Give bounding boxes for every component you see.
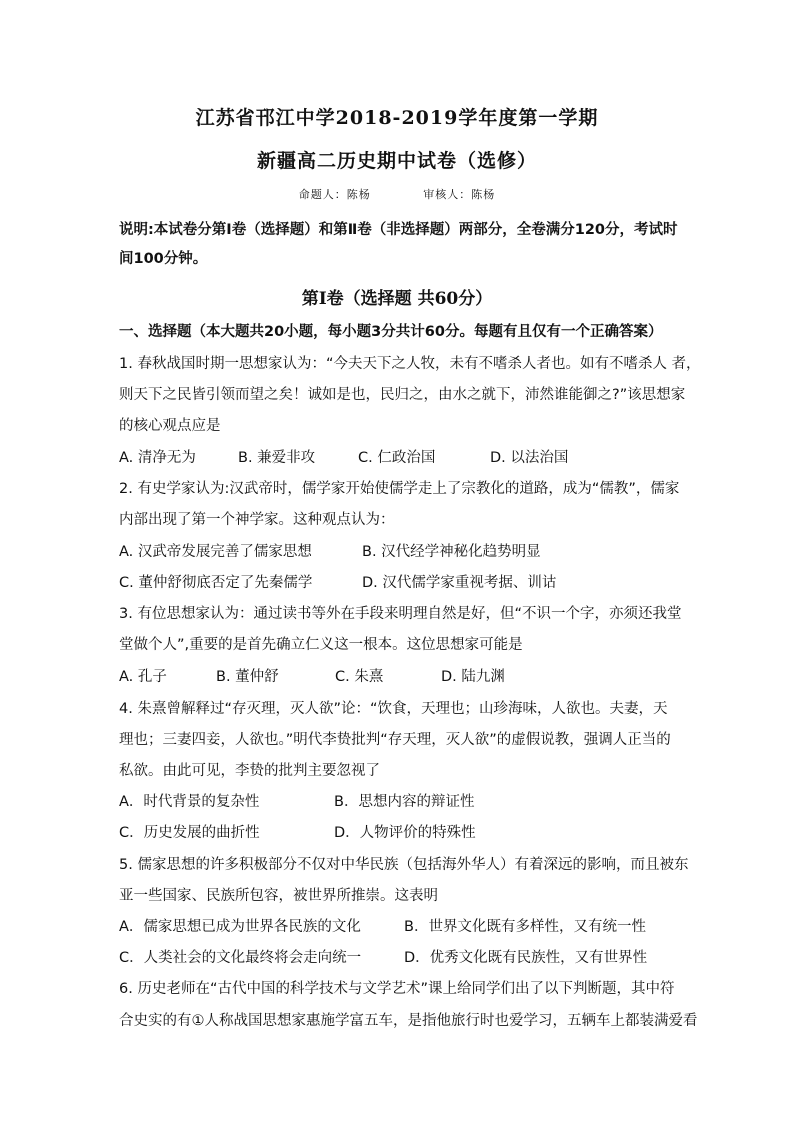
question-1-option-d: D. 以法治国 — [490, 450, 569, 466]
question-1-line3: 的核心观点应是 — [119, 418, 221, 434]
question-3-line2: 堂做个人”,重要的是首先确立仁义这一根本。这位思想家可能是 — [119, 637, 523, 653]
question-4-line1: 4. 朱熹曾解释过“存灭理，灭人欲”论：“饮食，天理也；山珍海味，人欲也。夫妻，天 — [119, 701, 668, 717]
question-1-line2: 则天下之民皆引领而望之矣！诚如是也，民归之，由水之就下，沛然谁能御之?”该思想家 — [119, 387, 686, 403]
section-title: 第Ⅰ卷（选择题 共60分） — [301, 289, 493, 309]
question-2-line2: 内部出现了第一个神学家。这种观点认为： — [119, 512, 395, 528]
question-4-option-c: C．历史发展的曲折性 — [119, 825, 260, 841]
question-2-option-b: B. 汉代经学神秘化趋势明显 — [362, 544, 541, 560]
question-3-line1: 3. 有位思想家认为：通过读书等外在手段来明理自然是好，但“不识一个字，亦须还我堂 — [119, 606, 682, 622]
question-5-line1: 5. 儒家思想的许多积极部分不仅对中华民族（包括海外华人）有着深远的影响，而且被东 — [119, 857, 689, 873]
question-3-option-d: D. 陆九渊 — [441, 669, 505, 685]
author-line — [0, 186, 794, 202]
question-2-option-c: C. 董仲舒彻底否定了先秦儒学 — [119, 575, 313, 591]
question-1-line1: 1. 春秋战国时期一思想家认为：“今夫天下之人牧，未有不嗜杀人者也。如有不嗜杀人 者， — [119, 356, 701, 372]
question-3-option-a: A. 孔子 — [119, 669, 167, 685]
question-6-line1: 6. 历史老师在“古代中国的科学技术与文学艺术”课上给同学们出了以下判断题，其中符 — [119, 981, 675, 997]
question-1-option-c: C. 仁政治国 — [358, 450, 436, 466]
question-3-option-c: C. 朱熹 — [335, 669, 384, 685]
part-heading: 一、选择题（本大题共20小题，每小题3分共计60分。每题有且仅有一个正确答案） — [119, 324, 663, 340]
reviewer-text: 审核人：陈杨 — [423, 188, 496, 201]
question-6-line2: 合史实的有①人称战国思想家惠施学富五车，是指他旅行时也爱学习，五辆车上都装满爱看 — [119, 1013, 698, 1029]
question-3-option-b: B. 董仲舒 — [216, 669, 279, 685]
instructions-line2: 间100分钟。 — [119, 251, 208, 267]
question-4-option-d: D．人物评价的特殊性 — [334, 825, 476, 841]
question-2-option-d: D. 汉代儒学家重视考据、训诂 — [362, 575, 557, 591]
question-5-option-a: A．儒家思想已成为世界各民族的文化 — [119, 919, 361, 935]
question-1-option-b: B. 兼爱非攻 — [238, 450, 316, 466]
question-5-option-c: C．人类社会的文化最终将会走向统一 — [119, 950, 362, 966]
question-4-line3: 私欲。由此可见，李贽的批判主要忽视了 — [119, 763, 380, 779]
exam-title-line1: 江苏省邗江中学2018-2019学年度第一学期 — [195, 107, 599, 129]
question-4-option-b: B．思想内容的辩证性 — [334, 794, 475, 810]
question-1-option-a: A. 清净无为 — [119, 450, 196, 466]
question-5-option-b: B．世界文化既有多样性，又有统一性 — [404, 919, 646, 935]
question-5-option-d: D．优秀文化既有民族性，又有世界性 — [404, 950, 648, 966]
question-4-option-a: A．时代背景的复杂性 — [119, 794, 260, 810]
author-text: 命题人：陈杨 — [298, 188, 371, 201]
instructions-line1: 说明:本试卷分第Ⅰ卷（选择题）和第Ⅱ卷（非选择题）两部分，全卷满分120分，考试时 — [119, 222, 678, 238]
exam-title-line2: 新疆高二历史期中试卷（选修） — [256, 150, 537, 172]
question-2-option-a: A. 汉武帝发展完善了儒家思想 — [119, 544, 312, 560]
question-4-line2: 理也；三妻四妾，人欲也。”明代李贽批判“存天理，灭人欲”的虚假说教，强调人正当的 — [119, 732, 671, 748]
question-5-line2: 亚一些国家、民族所包容，被世界所推崇。这表明 — [119, 888, 438, 904]
question-2-line1: 2. 有史学家认为:汉武帝时，儒学家开始使儒学走上了宗教化的道路，成为“儒教”，儒家 — [119, 481, 680, 497]
